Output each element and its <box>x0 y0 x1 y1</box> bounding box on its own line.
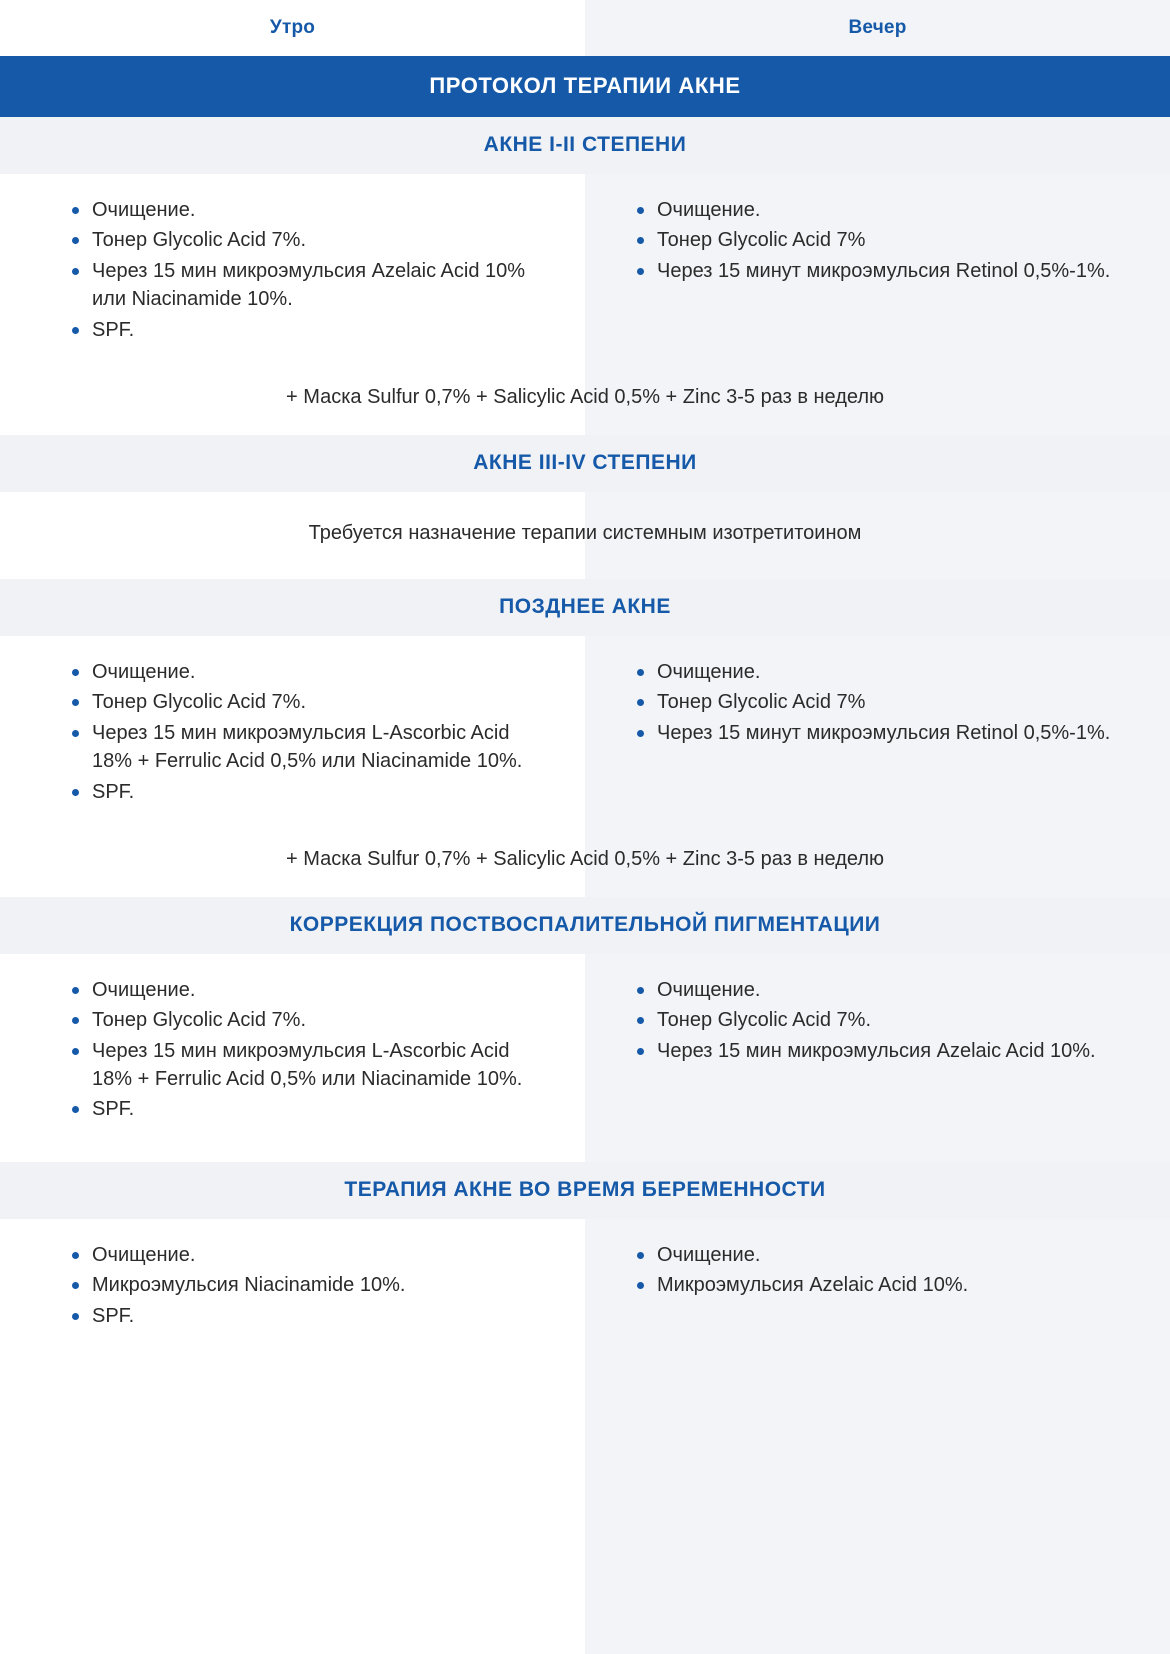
section-body-pregnancy <box>0 1219 1170 1342</box>
list-item: Тонер Glycolic Acid 7% <box>635 688 1140 716</box>
list-item: SPF. <box>70 778 543 806</box>
morning-list-acne-1-2 <box>70 196 543 344</box>
section-body-pigmentation <box>0 954 1170 1162</box>
list-item: Очищение. <box>635 976 1140 1004</box>
list-item: Тонер Glycolic Acid 7% <box>635 226 1140 254</box>
list-item: Очищение. <box>635 196 1140 224</box>
column-headers <box>0 0 1170 56</box>
column-header-morning: Утро <box>269 17 316 38</box>
list-item: Тонер Glycolic Acid 7%. <box>70 688 543 716</box>
page-title: ПРОТОКОЛ ТЕРАПИИ АКНЕ <box>0 56 1170 117</box>
evening-cell-pregnancy <box>585 1219 1170 1342</box>
list-item: Микроэмульсия Azelaic Acid 10%. <box>635 1271 1140 1299</box>
morning-list-pregnancy <box>70 1241 543 1330</box>
section-heading-late-acne: ПОЗДНЕЕ АКНЕ <box>0 579 1170 636</box>
list-item: Тонер Glycolic Acid 7%. <box>70 1006 543 1034</box>
list-item: Очищение. <box>70 976 543 1004</box>
list-item: Очищение. <box>635 658 1140 686</box>
morning-cell-pregnancy <box>0 1219 585 1342</box>
list-item: Через 15 мин микроэмульсия L-Ascorbic Acid 18% + Ferrulic Acid 0,5% или Niacinamide 10%. <box>70 719 543 776</box>
evening-cell-pigmentation <box>585 954 1170 1136</box>
list-item: SPF. <box>70 316 543 344</box>
morning-cell-pigmentation <box>0 954 585 1136</box>
list-item: SPF. <box>70 1302 543 1330</box>
section-body-late-acne <box>0 636 1170 818</box>
evening-cell-late-acne <box>585 636 1170 818</box>
section-note-late-acne: + Маска Sulfur 0,7% + Salicylic Acid 0,5% + Zinc 3-5 раз в неделю <box>285 847 885 870</box>
list-item: SPF. <box>70 1095 543 1123</box>
list-item: Через 15 мин микроэмульсия Azelaic Acid 10% или Niacinamide 10%. <box>70 257 543 314</box>
list-item: Очищение. <box>70 1241 543 1269</box>
list-item: Микроэмульсия Niacinamide 10%. <box>70 1271 543 1299</box>
list-item: Тонер Glycolic Acid 7%. <box>635 1006 1140 1034</box>
section-heading-acne-3-4: АКНЕ III-IV СТЕПЕНИ <box>0 435 1170 492</box>
list-item: Через 15 минут микроэмульсия Retinol 0,5%-1%. <box>635 257 1140 285</box>
list-item: Через 15 мин микроэмульсия Azelaic Acid 10%. <box>635 1037 1140 1065</box>
evening-list-pigmentation <box>635 976 1140 1065</box>
list-item: Тонер Glycolic Acid 7%. <box>70 226 543 254</box>
section-note-acne-1-2: + Маска Sulfur 0,7% + Salicylic Acid 0,5% + Zinc 3-5 раз в неделю <box>285 385 885 408</box>
list-item: Очищение. <box>70 196 543 224</box>
list-item: Через 15 мин микроэмульсия L-Ascorbic Acid 18% + Ferrulic Acid 0,5% или Niacinamide 10%. <box>70 1037 543 1094</box>
section-body-acne-1-2 <box>0 174 1170 356</box>
section-heading-acne-1-2: АКНЕ I-II СТЕПЕНИ <box>0 117 1170 174</box>
list-item: Через 15 минут микроэмульсия Retinol 0,5%-1%. <box>635 719 1140 747</box>
column-header-evening: Вечер <box>848 17 907 38</box>
morning-cell-late-acne <box>0 636 585 818</box>
morning-cell-acne-1-2 <box>0 174 585 356</box>
evening-list-late-acne <box>635 658 1140 747</box>
section-heading-pregnancy: ТЕРАПИЯ АКНЕ ВО ВРЕМЯ БЕРЕМЕННОСТИ <box>0 1162 1170 1219</box>
section-text-acne-3-4: Требуется назначение терапии системным изотретитоином <box>308 521 862 544</box>
morning-list-late-acne <box>70 658 543 806</box>
section-heading-pigmentation: КОРРЕКЦИЯ ПОСТВОСПАЛИТЕЛЬНОЙ ПИГМЕНТАЦИИ <box>0 897 1170 954</box>
evening-cell-acne-1-2 <box>585 174 1170 356</box>
evening-list-pregnancy <box>635 1241 1140 1300</box>
list-item: Очищение. <box>70 658 543 686</box>
evening-list-acne-1-2 <box>635 196 1140 285</box>
morning-list-pigmentation <box>70 976 543 1124</box>
list-item: Очищение. <box>635 1241 1140 1269</box>
